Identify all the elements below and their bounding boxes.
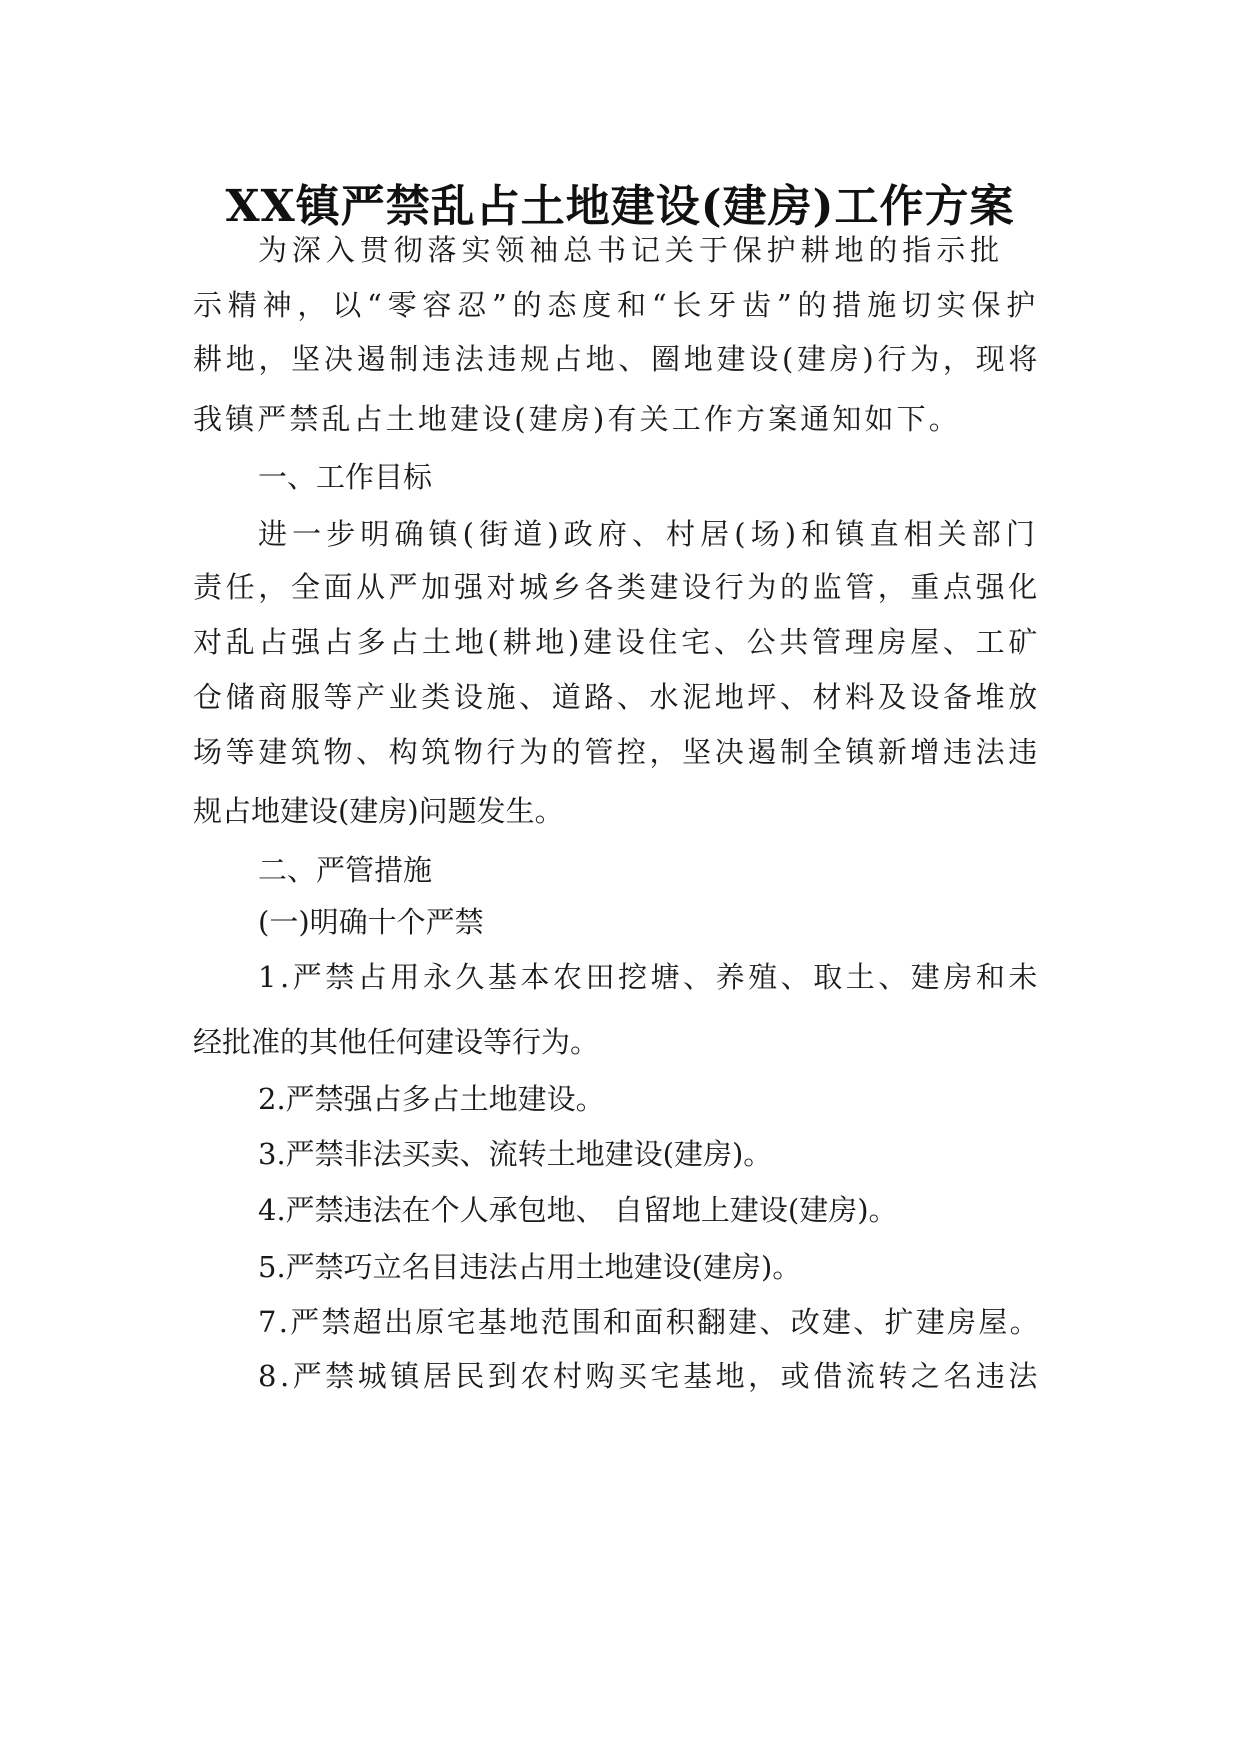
section-heading: 一、工作目标 [258, 460, 433, 494]
paragraph-line: 耕地，坚决遏制违法违规占地、圈地建设(建房)行为，现将 [193, 342, 1042, 376]
paragraph-line: 示精神，以“零容忍”的态度和“长牙齿”的措施切实保护 [193, 288, 1042, 322]
list-item: 4.严禁违法在个人承包地、 自留地上建设(建房)。 [258, 1193, 898, 1227]
subsection-heading: (一)明确十个严禁 [258, 905, 484, 939]
list-item: 经批准的其他任何建设等行为。 [193, 1025, 600, 1059]
list-item: 7.严禁超出原宅基地范围和面积翻建、改建、扩建房屋。 [258, 1305, 1041, 1339]
list-item: 1.严禁占用永久基本农田挖塘、养殖、取土、建房和未 [258, 960, 1041, 994]
paragraph-line: 场等建筑物、构筑物行为的管控，坚决遏制全镇新增违法违 [193, 735, 1041, 769]
list-item: 3.严禁非法买卖、流转土地建设(建房)。 [258, 1137, 773, 1171]
section-heading: 二、严管措施 [258, 853, 433, 887]
paragraph-line: 对乱占强占多占土地(耕地)建设住宅、公共管理房屋、工矿 [193, 625, 1042, 659]
paragraph-line: 进一步明确镇(街道)政府、村居(场)和镇直相关部门 [258, 517, 1041, 551]
list-item: 5.严禁巧立名目违法占用土地建设(建房)。 [258, 1250, 802, 1284]
list-item: 2.严禁强占多占土地建设。 [258, 1082, 605, 1116]
paragraph-line: 责任，全面从严加强对城乡各类建设行为的监管，重点强化 [193, 570, 1041, 604]
document-title: XX镇严禁乱占土地建设(建房)工作方案 [225, 181, 1015, 232]
paragraph-line: 仓储商服等产业类设施、道路、水泥地坪、材料及设备堆放 [193, 680, 1041, 714]
paragraph-line: 我镇严禁乱占土地建设(建房)有关工作方案通知如下。 [193, 402, 961, 436]
list-item: 8.严禁城镇居民到农村购买宅基地，或借流转之名违法 [258, 1359, 1041, 1393]
paragraph-line: 规占地建设(建房)问题发生。 [193, 794, 564, 828]
paragraph-line: 为深入贯彻落实领袖总书记关于保护耕地的指示批 [258, 233, 1005, 267]
